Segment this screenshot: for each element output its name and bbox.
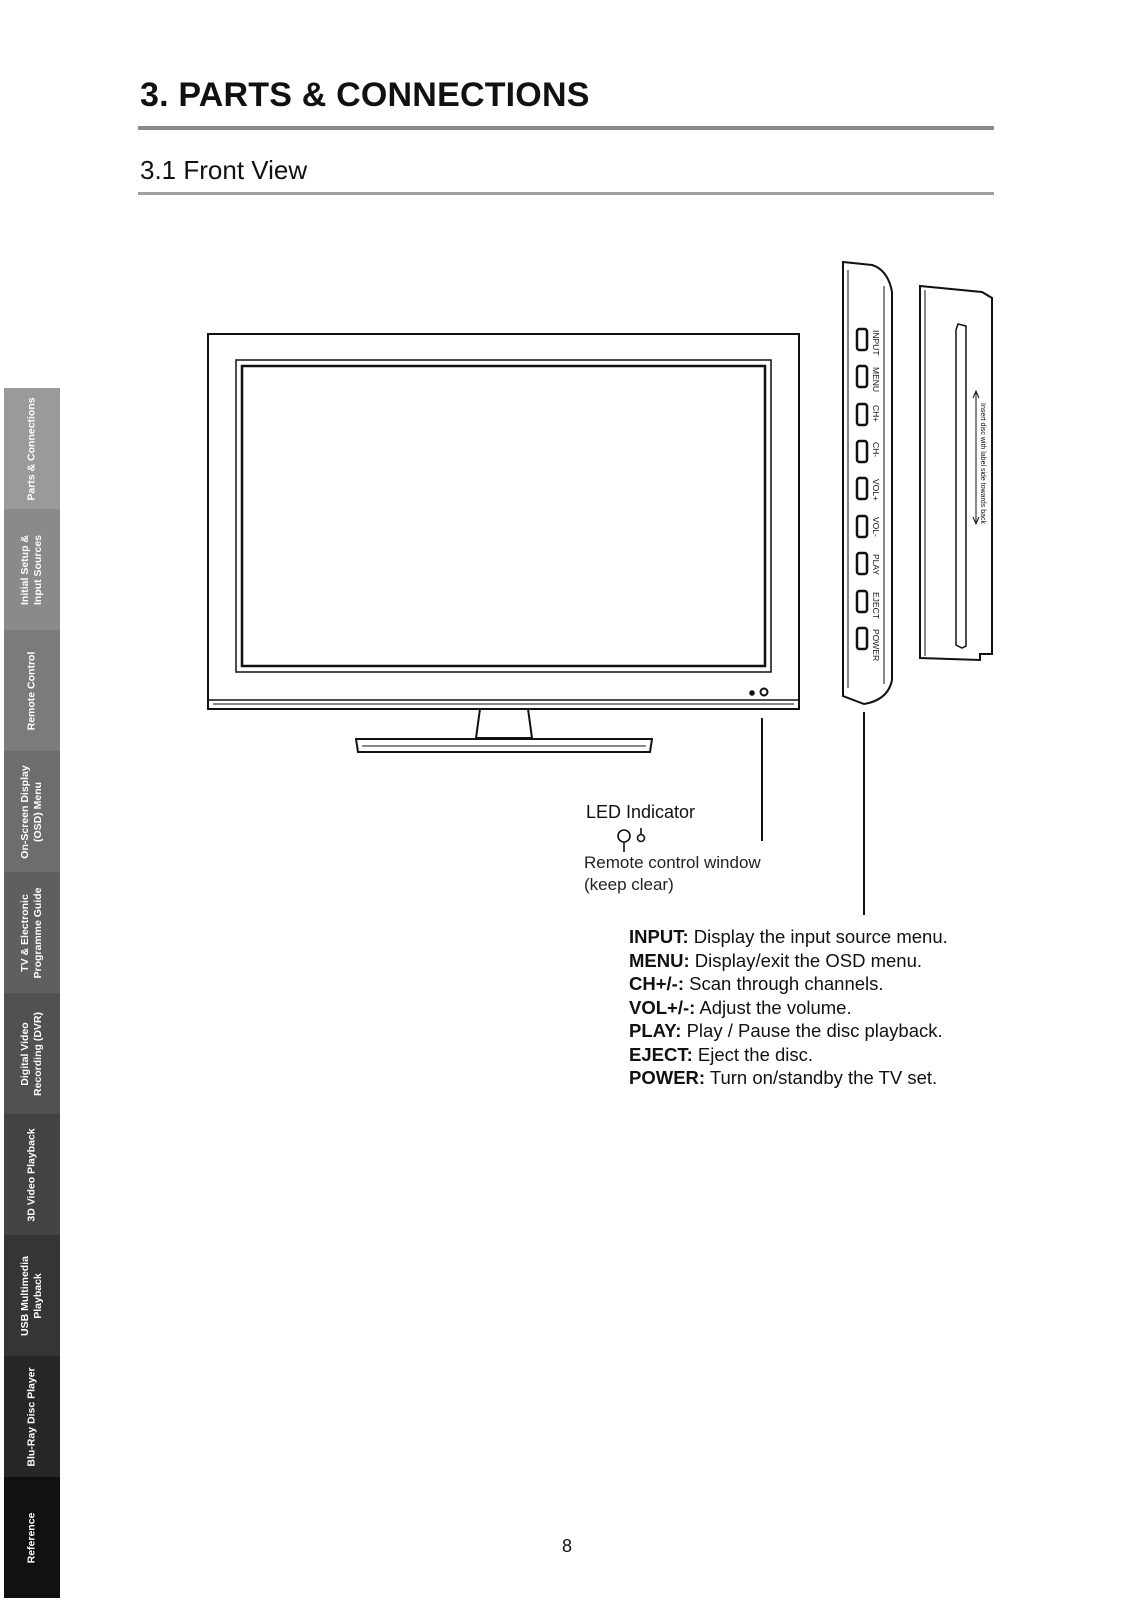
description-text: Play / Pause the disc playback. [681,1020,943,1041]
tab-label: Digital Video Recording (DVR) [19,1011,44,1096]
description-item [629,1043,948,1067]
description-key: MENU: [629,949,690,971]
tab-label: Reference [25,1512,38,1563]
description-key: EJECT: [629,1043,693,1065]
side-button-vol [857,516,867,537]
bezel-led [750,691,754,695]
description-text: Display the input source menu. [688,926,948,947]
side-button-label: CH+ [871,405,881,423]
side-button-input [857,329,867,350]
description-item [629,1066,948,1090]
description-text: Display/exit the OSD menu. [689,949,923,971]
side-button-label: PLAY [871,554,881,576]
disc-slot [956,324,966,648]
side-button-eject [857,591,867,612]
side-button-label: POWER [871,629,881,662]
tv-bezel-inner [236,360,771,672]
side-button-label: VOL+ [871,479,881,501]
disc-slot-note: Insert disc with label side towards back [979,403,986,524]
side-button-panel [843,262,892,704]
description-item [629,996,948,1020]
tab-label: USB Multimedia Playback [19,1255,44,1336]
bezel-remote-sensor [761,689,768,696]
description-item [629,925,948,949]
page-heading: 3. PARTS & CONNECTIONS [140,76,590,114]
tab-label: On-Screen Display (OSD) Menu [19,764,44,859]
tab-label: 3D Video Playback [25,1127,38,1222]
tv-stand-neck [476,709,532,738]
description-key: VOL+/-: [629,996,696,1018]
side-button-label: MENU [871,367,881,393]
side-button-label: EJECT [871,592,881,619]
description-key: INPUT: [629,926,689,947]
side-button-ch [857,441,867,462]
page-number: 8 [562,1536,573,1556]
description-text: Eject the disc. [692,1043,814,1065]
tab-label: Parts & Connections [25,396,38,501]
led-indicator-label: LED Indicator [586,802,696,822]
side-button-power [857,628,867,649]
remote-window-label [584,852,761,895]
remote-window-label-line2: (keep clear) [584,875,674,894]
button-descriptions [629,925,948,1090]
description-item [629,949,948,973]
description-text: Adjust the volume. [695,996,852,1018]
section-heading: 3.1 Front View [140,155,308,185]
description-item [629,1019,948,1043]
side-button-label: VOL- [871,517,881,537]
side-button-menu [857,366,867,387]
led-indicator-icon [618,830,630,842]
description-key: POWER: [629,1067,706,1088]
description-text: Scan through channels. [684,973,884,994]
remote-window-icon [638,835,645,842]
description-text: Turn on/standby the TV set. [705,1067,938,1088]
description-key: CH+/-: [629,973,684,994]
tab-label: Remote Control [25,651,38,730]
remote-window-label-line1: Remote control window [584,853,761,872]
tab-label: Initial Setup & Input Sources [19,534,44,605]
tv-screen [242,366,765,666]
tab-label: TV & Electronic Programme Guide [19,886,44,979]
tv-bezel [208,334,799,709]
side-button-label: INPUT [871,330,881,356]
description-key: PLAY: [629,1020,682,1041]
side-button-label: CH- [871,442,881,458]
description-item [629,972,948,996]
side-button-ch [857,404,867,425]
tab-label: Blu-Ray Disc Player [25,1366,38,1467]
side-button-vol [857,478,867,499]
side-button-play [857,553,867,574]
